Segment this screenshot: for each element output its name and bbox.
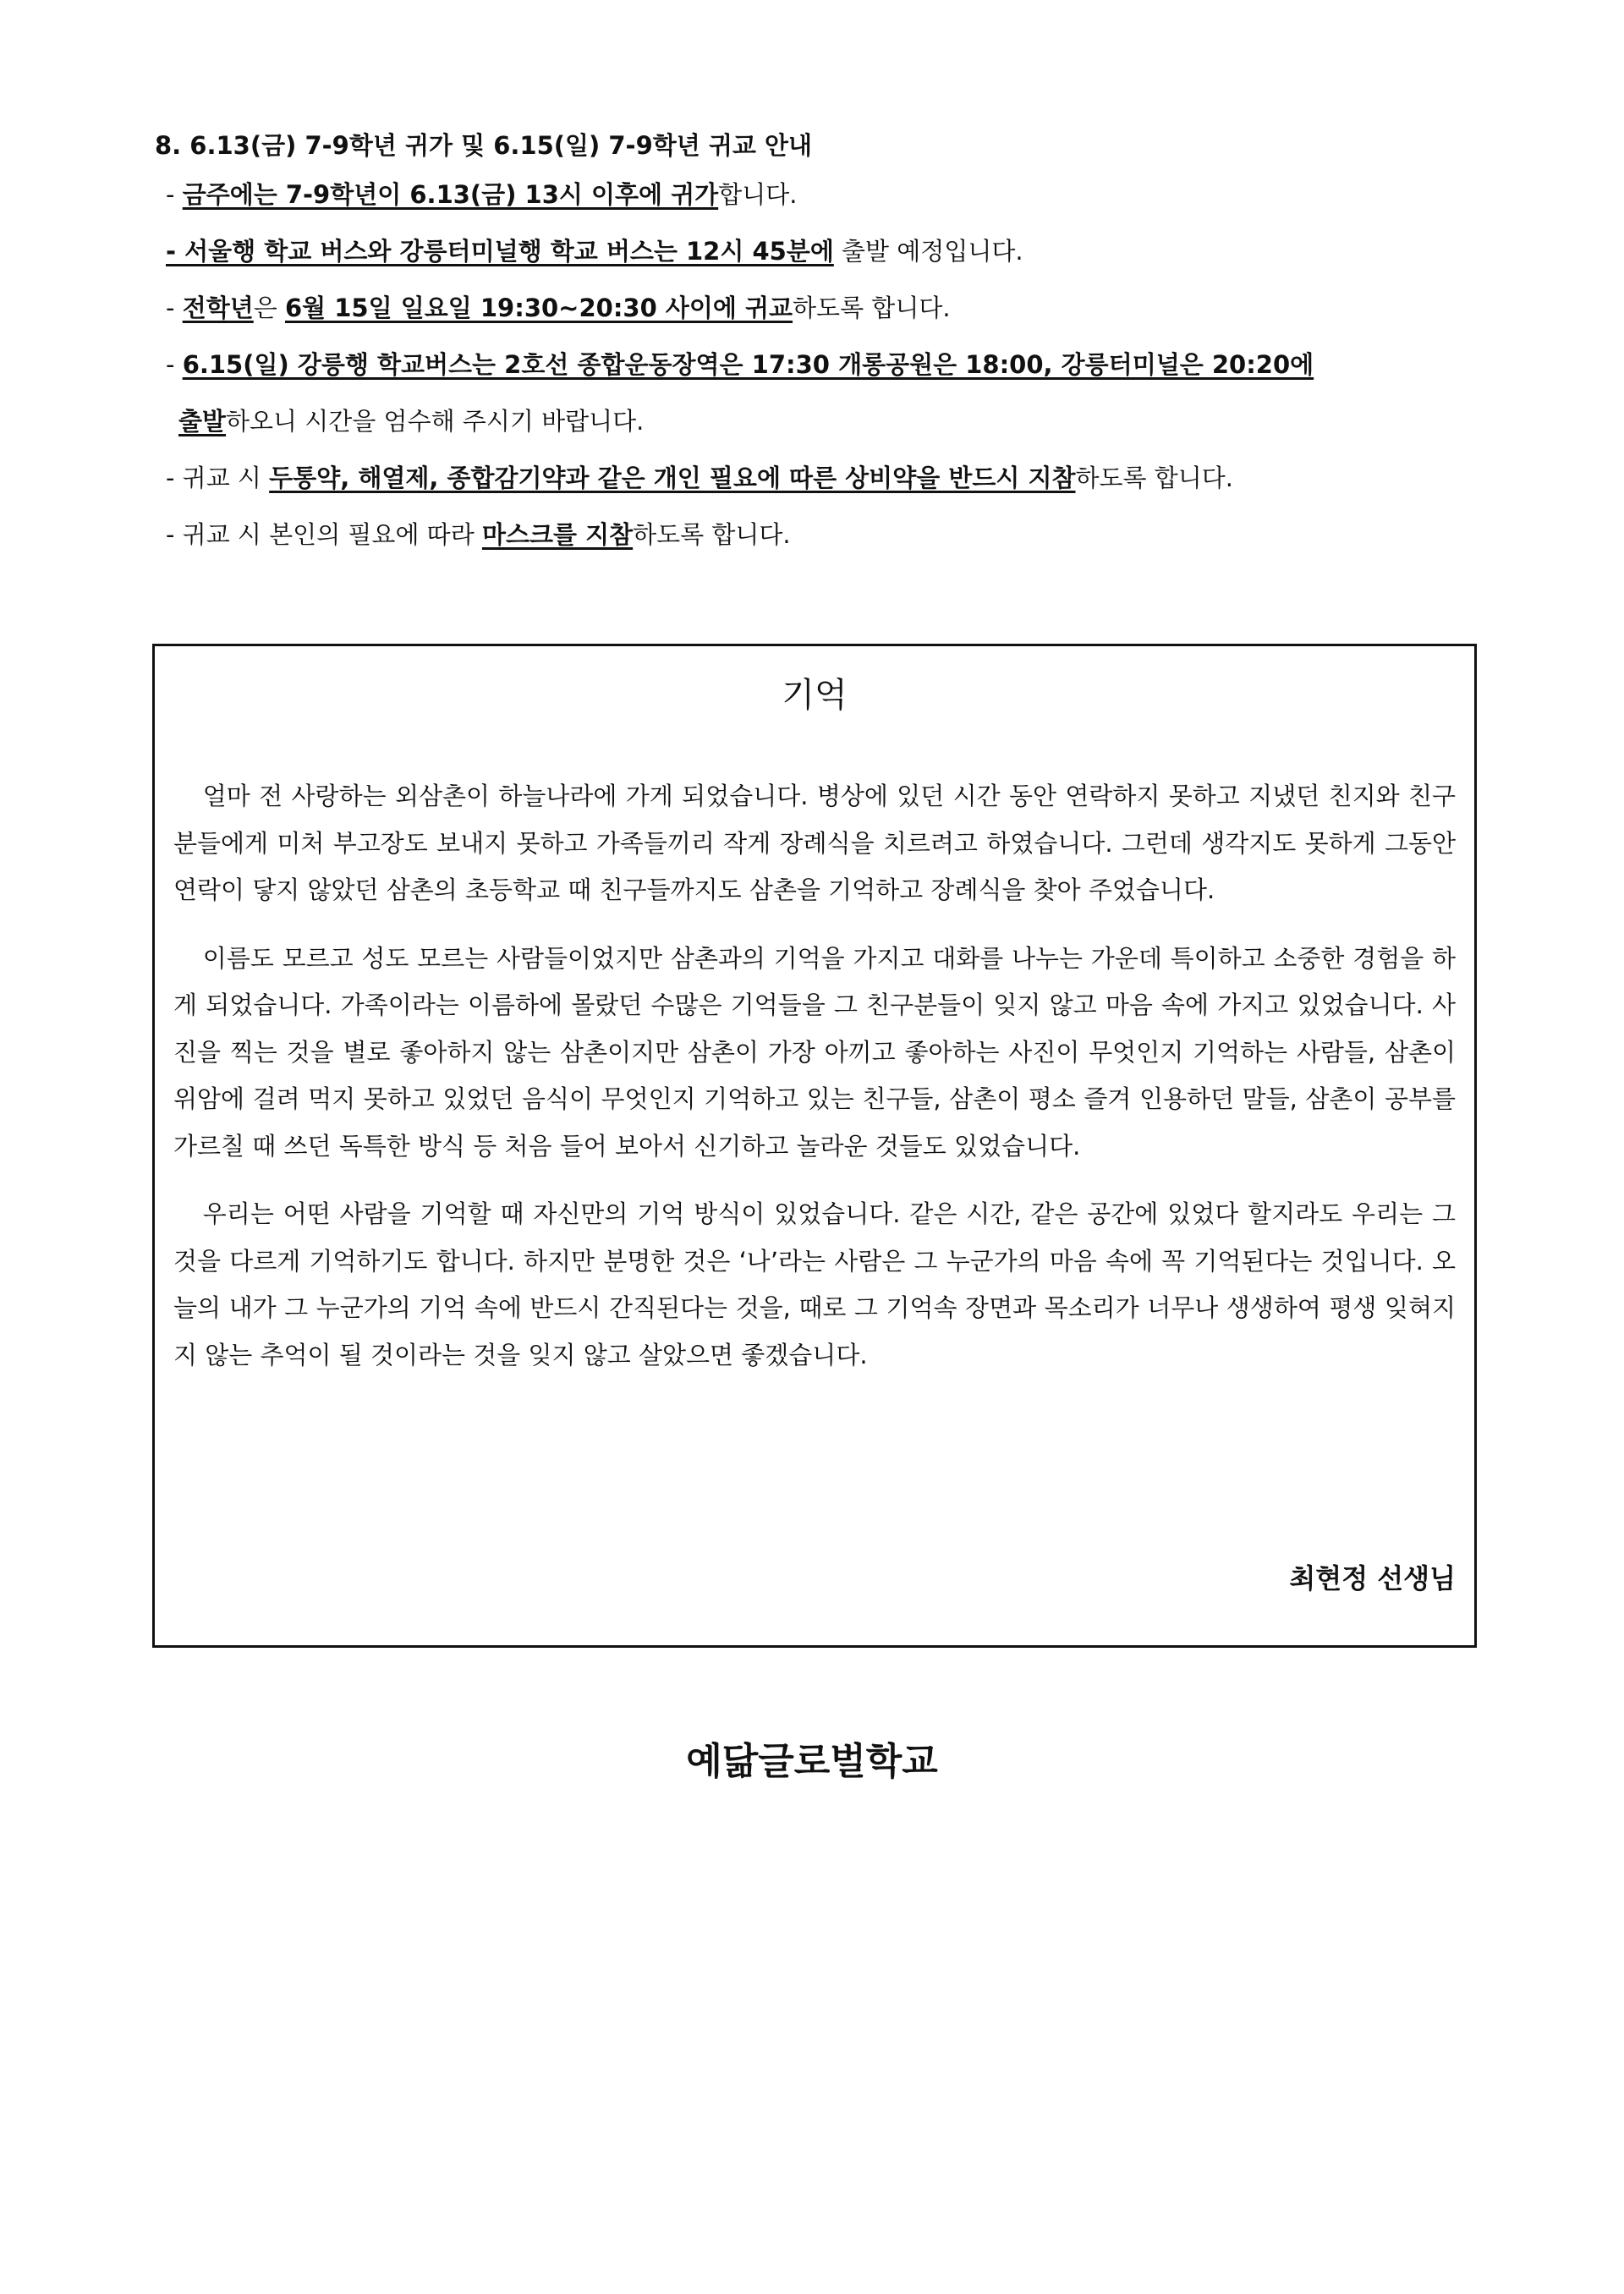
notice-text: - — [166, 294, 183, 322]
notice-emphasis: 금주에는 7-9학년이 6.13(금) 13시 이후에 귀가 — [182, 180, 719, 209]
essay-paragraph: 이름도 모르고 성도 모르는 사람들이었지만 삼촌과의 기억을 가지고 대화를 나누는 가운데 특이하고 소중한 경험을 하게 되었습니다. 가족이라는 이름하에 몰랐던 수많은 기억들을 그 친구분들이 잊지 않고 마음 속에 가지고 있었습니다. 사진을 찍는 것을 별로 좋아하지 않는 삼촌이지만 삼촌이 가장 아끼고 좋아하는 사진이 무엇인지 기억하는 사람들, 삼촌이 위암에 걸려 먹지 못하고 있었던 음식이 무엇인지 기억하고 있는 친구들, 삼촌이 평소 즐겨 인용하던 말들, 삼촌이 공부를 가르칠 때 쓰던 독특한 방식 등 처음 들어 보아서 신기하고 놀라운 것들도 있었습니다. — [173, 943, 1456, 1161]
notice-emphasis: 마스크를 지참 — [481, 520, 634, 549]
notice-line — [178, 404, 1474, 438]
notice-text: - — [166, 180, 183, 209]
essay-author: 최현정 선생님 — [1289, 1562, 1456, 1594]
notice-text: 하도록 합니다. — [633, 520, 791, 549]
notice-text: 하도록 합니다. — [793, 294, 951, 322]
notice-text: - — [166, 350, 183, 379]
notice-line — [166, 348, 1474, 381]
notice-text: - 귀교 시 본인의 필요에 따라 — [166, 520, 482, 549]
essay-paragraph: 우리는 어떤 사람을 기억할 때 자신만의 기억 방식이 있었습니다. 같은 시간, 같은 공간에 있었다 할지라도 우리는 그것을 다르게 기억하기도 합니다. 하지만 분명한 것은 ‘나’라는 사람은 그 누군가의 마음 속에 꼭 기억된다는 것입니다. 오늘의 내가 그 누군가의 기억 속에 반드시 간직된다는 것을, 때로 그 기억속 장면과 목소리가 너무나 생생하여 평생 잊혀지지 않는 추억이 될 것이라는 것을 잊지 않고 살았으면 좋겠습니다. — [173, 1199, 1456, 1369]
notice-line — [166, 461, 1474, 495]
notice-emphasis: 두통약, 해열제, 종합감기약과 같은 개인 필요에 따른 상비약을 반드시 지참 — [269, 464, 1076, 492]
notice-line — [166, 234, 1474, 268]
essay-box — [152, 644, 1477, 1648]
notice-text: 하도록 합니다. — [1075, 464, 1234, 492]
notice-text: 하오니 시간을 엄수해 주시기 바랍니다. — [226, 407, 645, 436]
essay-paragraph: 얼마 전 사랑하는 외삼촌이 하늘나라에 가게 되었습니다. 병상에 있던 시간 동안 연락하지 못하고 지냈던 친지와 친구분들에게 미처 부고장도 보내지 못하고 가족들끼리 작게 장례식을 치르려고 하였습니다. 그런데 생각지도 못하게 그동안 연락이 닿지 않았던 삼촌의 초등학교 때 친구들까지도 삼촌을 기억하고 장례식을 찾아 주었습니다. — [173, 782, 1456, 904]
notice-text: 은 — [253, 294, 285, 322]
essay-title: 기억 — [782, 676, 848, 715]
notice-line — [166, 178, 1474, 211]
notice-emphasis: 출발 — [178, 407, 227, 436]
notice-emphasis: 6월 15일 일요일 19:30~20:30 사이에 귀교 — [284, 294, 793, 322]
essay-body — [173, 773, 1456, 1400]
notice-line — [166, 518, 1474, 552]
notice-text: - 귀교 시 — [166, 464, 270, 492]
notice-line — [166, 291, 1474, 325]
notice-emphasis: - 서울행 학교 버스와 강릉터미널행 학교 버스는 12시 45분에 — [166, 237, 834, 266]
notice-section — [155, 129, 1474, 574]
notice-text: 출발 예정입니다. — [833, 237, 1023, 266]
notice-title: 8. 6.13(금) 7-9학년 귀가 및 6.15(일) 7-9학년 귀교 안내 — [155, 131, 813, 160]
notice-lines — [155, 178, 1474, 552]
notice-emphasis: 6.15(일) 강릉행 학교버스는 2호선 종합운동장역은 17:30 개롱공원은 18:00, 강릉터미널은 20:20에 — [182, 350, 1314, 379]
notice-emphasis: 전학년 — [182, 294, 254, 322]
notice-text: 합니다. — [718, 180, 798, 209]
school-name: 예닮글로벌학교 — [686, 1740, 938, 1783]
